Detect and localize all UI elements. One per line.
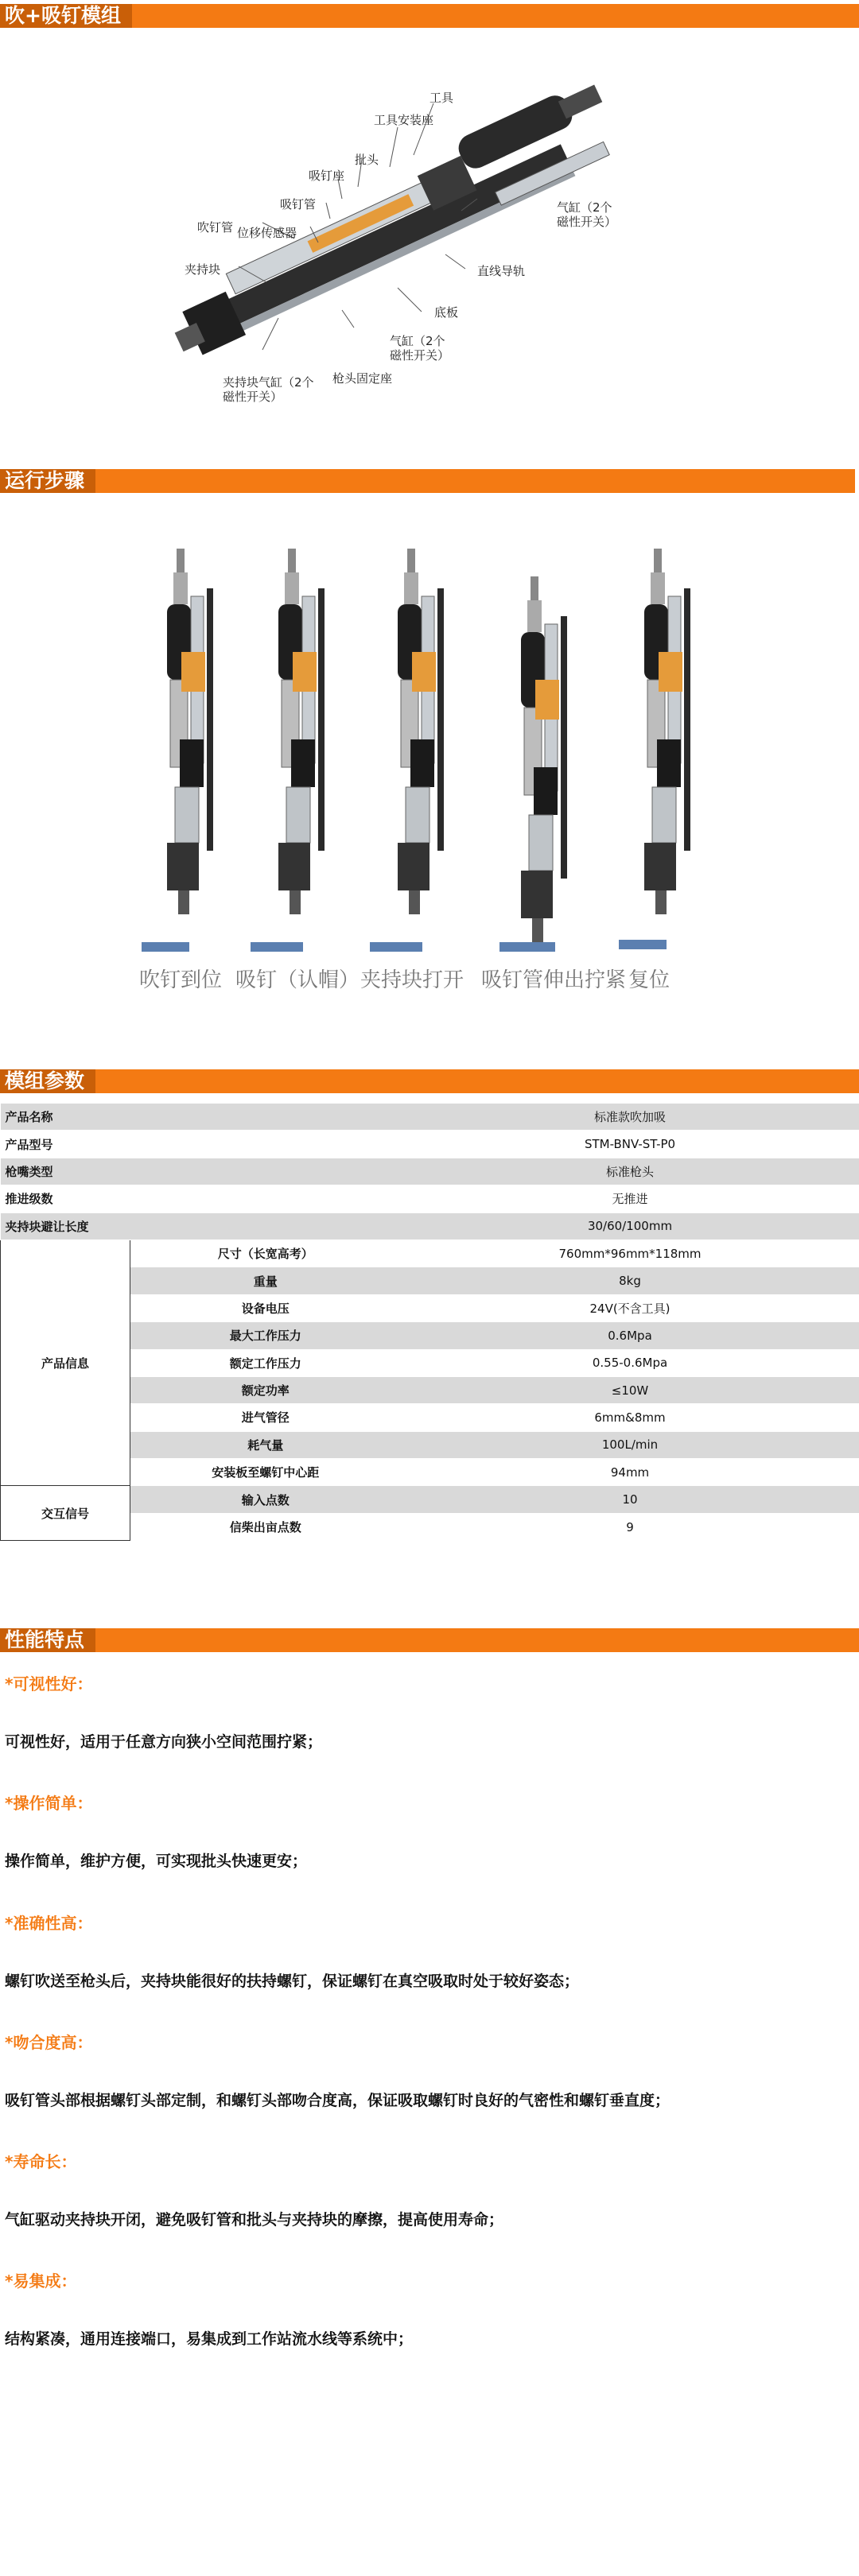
feature-desc: 气缸驱动夹持块开闭，避免吸钉管和批头与夹持块的摩擦，提高使用寿命；	[5, 2211, 504, 2229]
label-cylinder-mid-2: 磁性开关）	[390, 348, 450, 363]
table-row: 进气管径 6mm&8mm	[1, 1404, 859, 1431]
params-table	[0, 1104, 859, 1541]
label-clamp-cylinder: 夹持块气缸（2个	[223, 375, 314, 390]
table-row: 额定工作压力 0.55-0.6Mpa	[1, 1349, 859, 1376]
step-label-2: 吸钉（认帽）	[235, 968, 360, 992]
section-title-features: 性能特点	[0, 1628, 95, 1652]
feature-title: *吻合度高：	[5, 2033, 93, 2052]
label-gun-head-seat: 枪头固定座	[332, 371, 393, 386]
feature-desc: 吸钉管头部根据螺钉头部定制，和螺钉头部吻合度高，保证吸取螺钉时良好的气密性和螺钉垂直度；	[5, 2092, 670, 2109]
label-tool-mount: 工具安装座	[374, 113, 434, 127]
table-row: 重量 8kg	[1, 1267, 859, 1294]
feature-title: *操作简单：	[5, 1794, 93, 1813]
step-label-4: 吸钉管伸出拧紧	[481, 968, 627, 992]
feature-title: *寿命长：	[5, 2152, 77, 2171]
label-blow-tube: 吹钉管	[197, 220, 234, 235]
steps-figure	[119, 549, 740, 962]
section-title-params: 模组参数	[0, 1069, 95, 1093]
table-row: 设备电压 24V(不含工具)	[1, 1294, 859, 1321]
table-row: 额定功率 ≤10W	[1, 1376, 859, 1403]
feature-desc: 操作简单，维护方便，可实现批头快速更安；	[5, 1852, 308, 1870]
feature-title: *准确性高：	[5, 1914, 93, 1933]
label-position-sensor: 位移传感器	[237, 226, 297, 240]
label-cylinder-top-2: 磁性开关）	[557, 215, 617, 229]
table-row: 推进级数 无推进	[1, 1185, 859, 1212]
table-row: 安装板至螺钉中心距 94mm	[1, 1459, 859, 1486]
section-title-steps: 运行步骤	[0, 469, 95, 493]
step-label-5: 复位	[628, 968, 670, 992]
label-suction-tube: 吸钉管	[280, 197, 317, 211]
table-row: 交互信号 输入点数 10	[1, 1486, 859, 1513]
label-cylinder-top: 气缸（2个	[557, 200, 612, 215]
feature-desc: 结构紧凑，通用连接端口，易集成到工作站流水线等系统中；	[5, 2330, 414, 2348]
label-bit: 批头	[355, 153, 379, 167]
table-row: 耗气量 100L/min	[1, 1431, 859, 1458]
label-suction-seat: 吸钉座	[309, 169, 345, 183]
group-product-info: 产品信息	[1, 1240, 130, 1486]
label-cylinder-mid: 气缸（2个	[390, 334, 445, 348]
label-clamp-block: 夹持块	[185, 262, 221, 277]
section-header-features	[0, 1628, 859, 1652]
label-base-plate: 底板	[434, 305, 459, 320]
table-row: 产品名称 标准款吹加吸	[1, 1104, 859, 1131]
label-tool: 工具	[430, 91, 454, 105]
section-header-params	[0, 1069, 859, 1093]
label-linear-rail: 直线导轨	[477, 264, 526, 278]
table-row: 信柴出亩点数 9	[1, 1513, 859, 1540]
group-io-signals: 交互信号	[1, 1486, 130, 1541]
step-label-3: 夹持块打开	[360, 968, 464, 992]
table-row: 最大工作压力 0.6Mpa	[1, 1322, 859, 1349]
table-row: 夹持块避让长度 30/60/100mm	[1, 1212, 859, 1240]
section-header-steps	[0, 469, 855, 493]
feature-desc: 螺钉吹送至枪头后，夹持块能很好的扶持螺钉，保证螺钉在真空吸取时处于较好姿态；	[5, 1973, 580, 1990]
feature-title: *可视性好：	[5, 1674, 93, 1693]
table-row: 产品信息 尺寸（长宽高考） 760mm*96mm*118mm	[1, 1240, 859, 1267]
label-clamp-cylinder-2: 磁性开关）	[223, 390, 283, 404]
feature-title: *易集成：	[5, 2271, 77, 2291]
section-title-module: 吹+吸钉模组	[0, 4, 132, 28]
section-header-module	[0, 4, 859, 28]
module-diagram	[159, 80, 652, 413]
table-row: 产品型号 STM-BNV-ST-P0	[1, 1131, 859, 1158]
step-label-1: 吹钉到位	[139, 968, 223, 992]
feature-desc: 可视性好，适用于任意方向狭小空间范围拧紧；	[5, 1733, 323, 1751]
table-row: 枪嘴类型 标准枪头	[1, 1158, 859, 1185]
